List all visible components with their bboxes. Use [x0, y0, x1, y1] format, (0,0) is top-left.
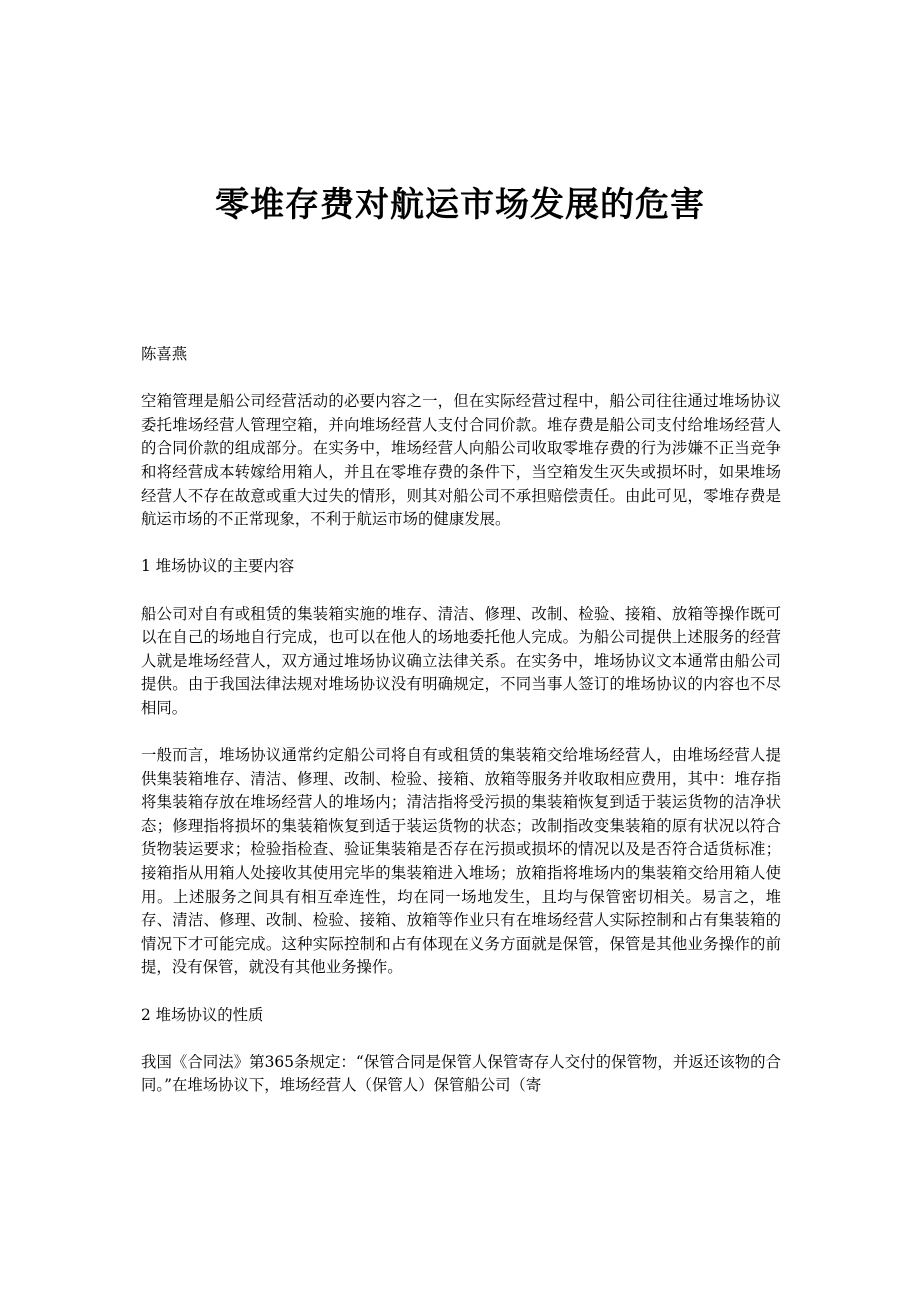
author-name: 陈喜燕: [141, 345, 188, 363]
section-heading-1: 1 堆场协议的主要内容: [141, 557, 295, 576]
paragraph-section-2a: 我国《合同法》第365条规定：“保管合同是保管人保管寄存人交付的保管物，并返还该物的合同。”在堆场协议下，堆场经营人（保管人）保管船公司（寄: [141, 1052, 781, 1095]
document-body: [141, 343, 781, 1122]
paragraph-section-1a: 船公司对自有或租赁的集装箱实施的堆存、清洁、修理、改制、检验、接箱、放箱等操作既可以在自己的场地自行完成，也可以在他人的场地委托他人完成。为船公司提供上述服务的经营人就是堆场经营人，双方通过堆场协议确立法律关系。在实务中，堆场协议文本通常由船公司提供。由于我国法律法规对堆场协议没有明确规定，不同当事人签订的堆场协议的内容也不尽相同。: [141, 604, 781, 717]
document-title: 零堆存费对航运市场发展的危害: [215, 185, 705, 225]
paragraph-section-1b: 一般而言，堆场协议通常约定船公司将自有或租赁的集装箱交给堆场经营人，由堆场经营人提供集装箱堆存、清洁、修理、改制、检验、接箱、放箱等服务并收取相应费用，其中：堆存指将集装箱存放在堆场经营人的堆场内；清洁指将受污损的集装箱恢复到适于装运货物的洁净状态；修理指将损坏的集装箱恢复到适于装运货物的状态；改制指改变集装箱的原有状况以符合货物装运要求；检验指检查、验证集装箱是否存在污损或损坏的情况以及是否符合适货标准；接箱指从用箱人处接收其使用完毕的集装箱进入堆场；放箱指将堆场内的集装箱交给用箱人使用。上述服务之间具有相互牵连性，均在同一场地发生，且均与保管密切相关。易言之，堆存、清洁、修理、改制、检验、接箱、放箱等作业只有在堆场经营人实际控制和占有集装箱的情况下才可能完成。这种实际控制和占有体现在义务方面就是保管，保管是其他业务操作的前提，没有保管，就没有其他业务操作。: [141, 746, 781, 977]
section-heading-2: 2 堆场协议的性质: [141, 1005, 264, 1024]
paragraph-intro: 空箱管理是船公司经营活动的必要内容之一，但在实际经营过程中，船公司往往通过堆场协议委托堆场经营人管理空箱，并向堆场经营人支付合同价款。堆存费是船公司支付给堆场经营人的合同价款的组成部分。在实务中，堆场经营人向船公司收取零堆存费的行为涉嫌不正当竞争和将经营成本转嫁给用箱人，并且在零堆存费的条件下，当空箱发生灭失或损坏时，如果堆场经营人不存在故意或重大过失的情形，则其对船公司不承担赔偿责任。由此可见，零堆存费是航运市场的不正常现象，不利于航运市场的健康发展。: [141, 392, 781, 529]
